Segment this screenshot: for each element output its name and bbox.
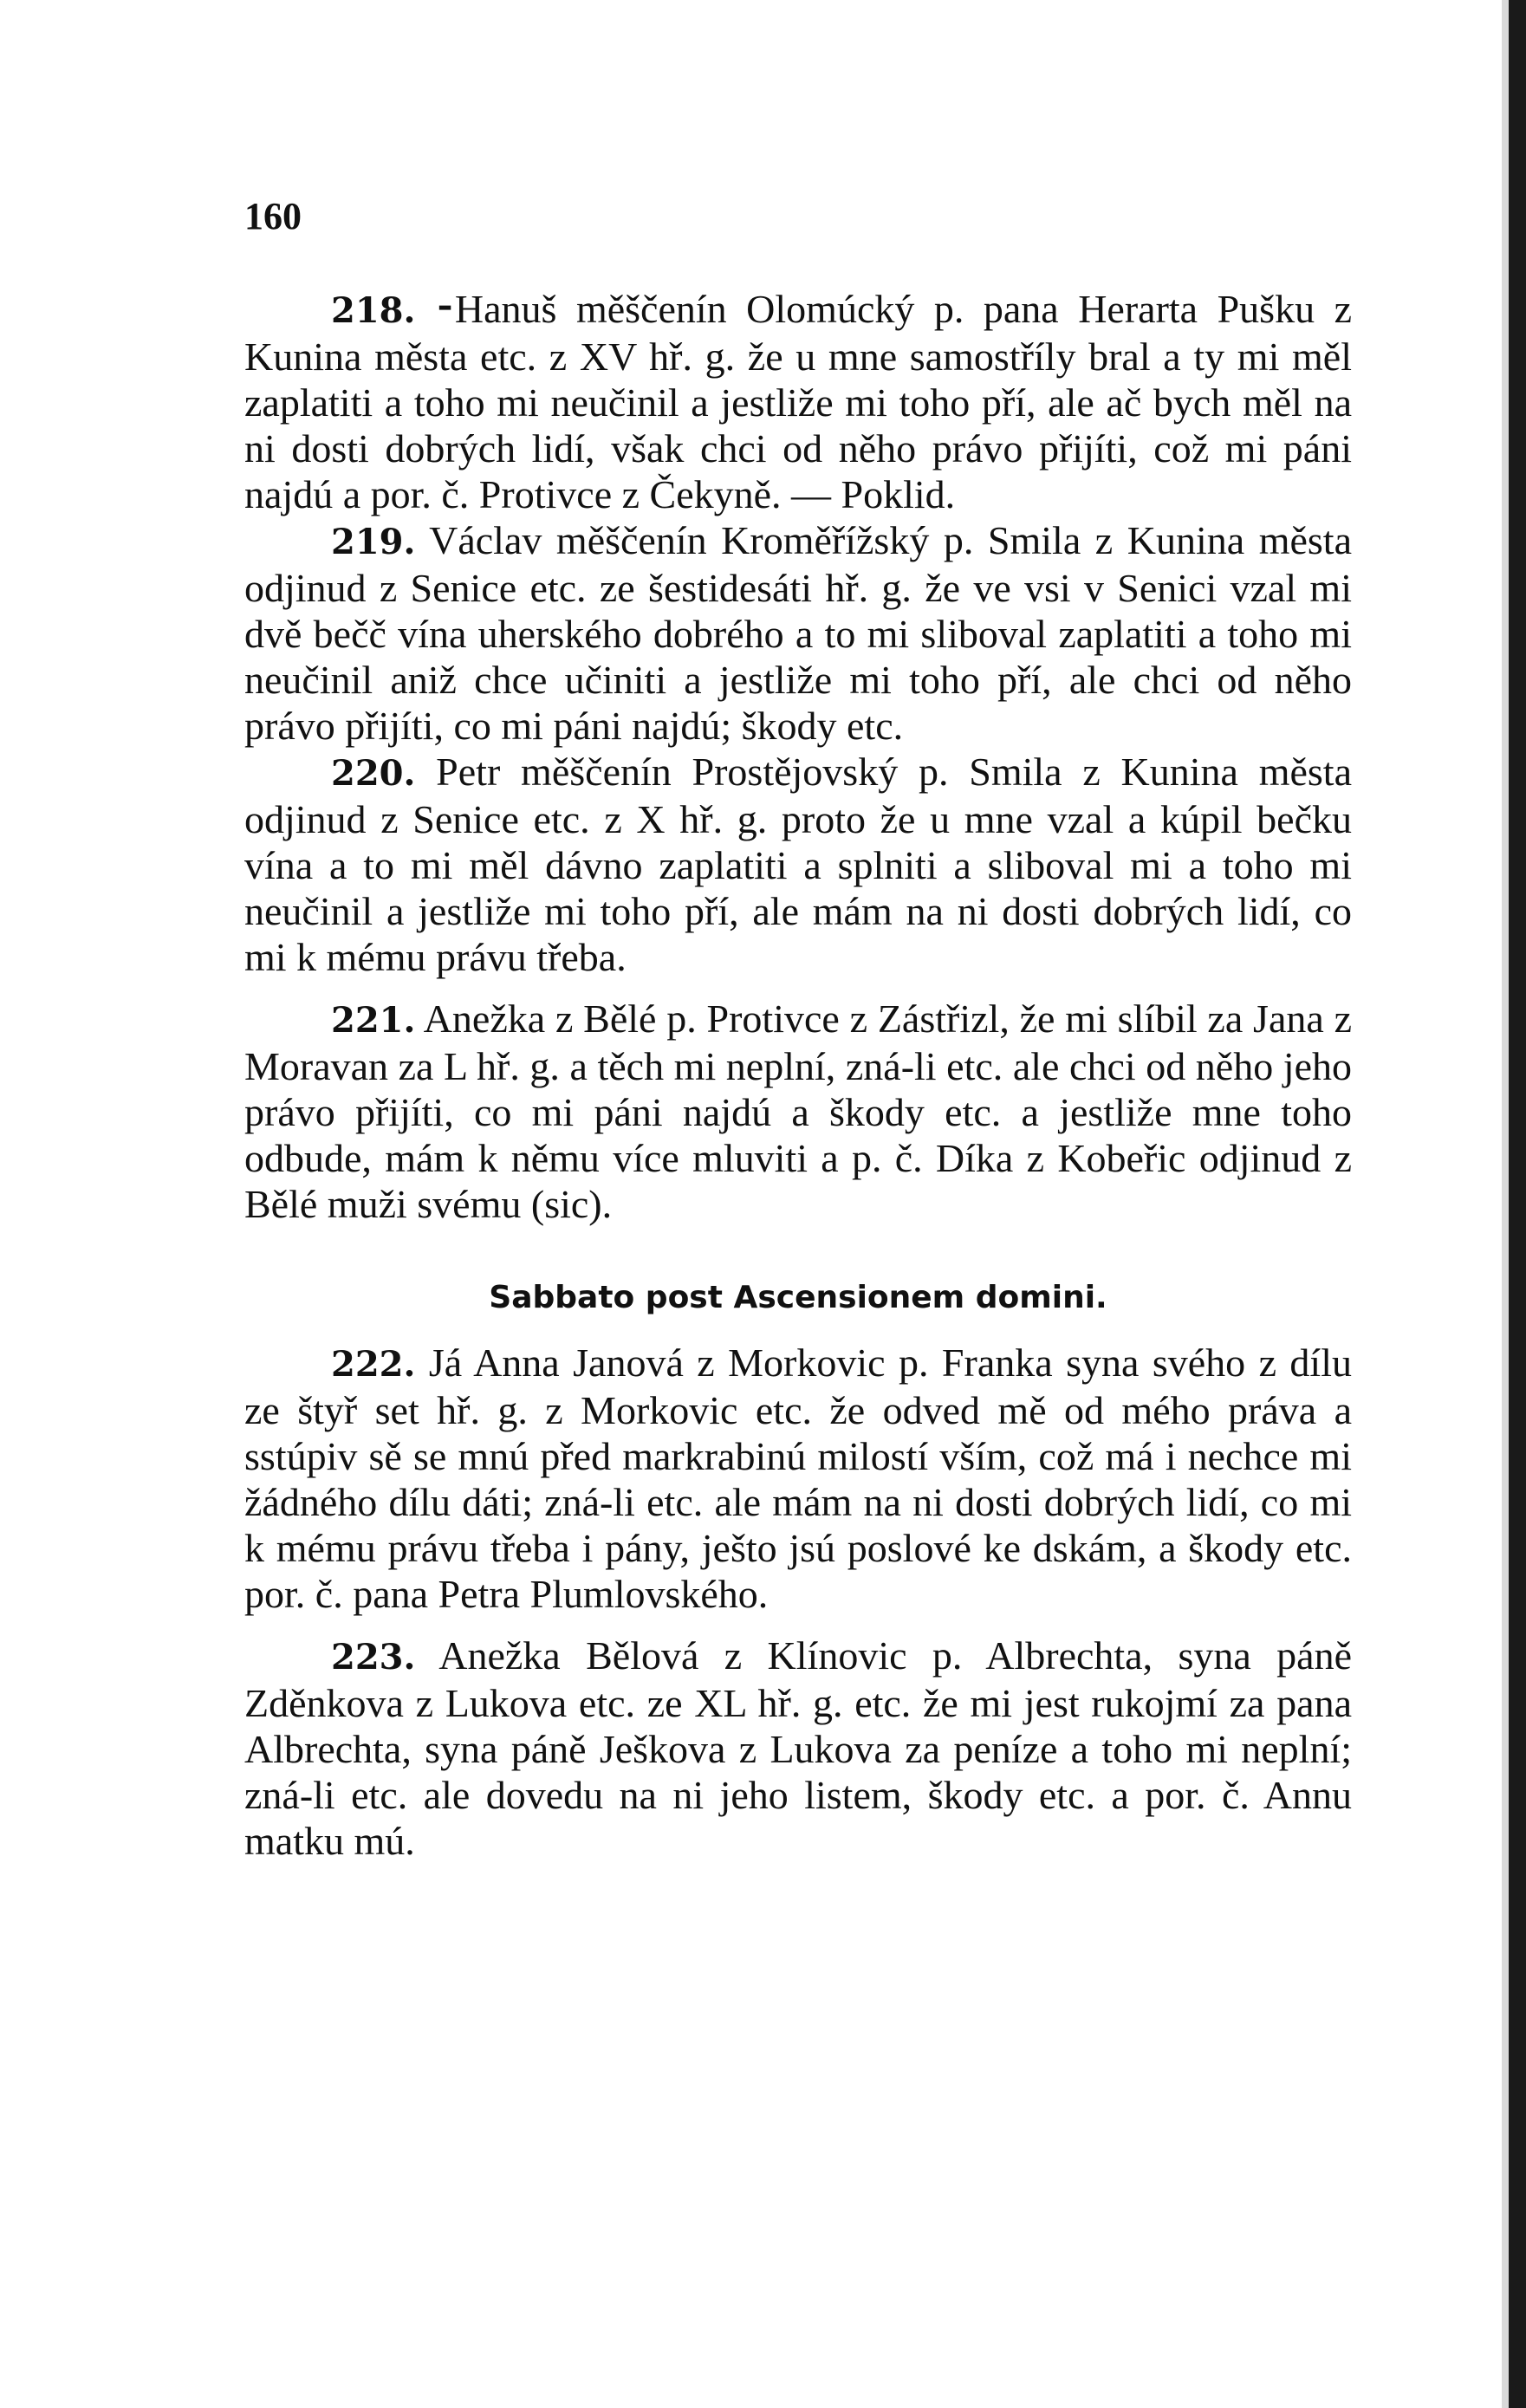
entry-text: Václav měščenín Kroměřížský p. Smila z Kunina města odjinud z Senice etc. ze šestidesáti hř. g. že ve vsi v Senici vzal mi dvě bečč vína uherského dobrého a to mi sliboval zaplatiti a toho mi neučinil aniž chce učiniti a jestliže mi toho pří, ale chci od něho právo přijíti, co mi páni najdú; škody etc. <box>244 518 1352 748</box>
section-gap <box>244 1227 1352 1272</box>
entry-number: 220. <box>331 753 416 794</box>
entry-text: Anežka z Bělé p. Protivce z Zástřizl, že mi slíbil za Jana z Moravan za L hř. g. a těch mi neplní, zná-li etc. ale chci od něho jeho právo přijíti, co mi páni najdú a škody etc. a jestliže mne toho odbude, mám k němu více mluviti a p. č. Díka z Kobeřic odjinud z Bělé muži svému (sic). <box>244 996 1352 1226</box>
entry-text: ⁃Hanuš měščenín Olomúcký p. pana Herarta Pušku z Kunina města etc. z XV hř. g. že u mne samostříly bral a ty mi měl zaplatiti a toho mi neučinil a jestliže mi toho pří, ale ač bych měl na ni dosti dobrých lidí, však chci od něho právo přijíti, což mi páni najdú a por. č. Protivce z Čekyně. — Poklid. <box>244 287 1352 516</box>
entry-text: Petr měščenín Prostějovský p. Smila z Kunina města odjinud z Senice etc. z X hř. g. proto že u mne vzal a kúpil bečku vína a to mi měl dávno zaplatiti a splniti a sliboval mi a toho mi neučinil a jestliže mi toho pří, ale mám na ni dosti dobrých lidí, co mi k mému právu třeba. <box>244 750 1352 979</box>
entry-text: Anežka Bělová z Klínovic p. Albrechta, syna páně Zděnkova z Lukova etc. ze XL hř. g. etc. že mi jest rukojmí za pana Albrechta, syna páně Ješkova z Lukova za peníze a toho mi neplní; zná-li etc. ale dovedu na ni jeho listem, škody etc. a por. č. Annu matku mú. <box>244 1633 1352 1863</box>
entry-text: Já Anna Janová z Morkovic p. Franka syna svého z dílu ze štyř set hř. g. z Morkovic etc. že odved mě od mého práva a sstúpiv sě se mnú před markrabinú milostí vším, což má i nechce mi žádného dílu dáti; zná-li etc. ale mám na ni dosti dobrých lidí, co mi k mému právu třeba i pány, ješto jsú poslové ke dskám, a škody etc. por. č. pana Petra Plumlovského. <box>244 1340 1352 1616</box>
entry-222 <box>244 1340 1352 1617</box>
page-number: 160 <box>244 195 302 237</box>
entry-223 <box>244 1632 1352 1864</box>
entry-221 <box>244 996 1352 1227</box>
entry-218 <box>244 286 1352 517</box>
entry-number: 223. <box>331 1637 416 1678</box>
entry-number: 218. <box>331 290 416 331</box>
entry-219 <box>244 517 1352 749</box>
section-heading: Sabbato post Ascensionem domini. <box>489 1280 1107 1315</box>
entry-220 <box>244 749 1352 980</box>
page-edge-shadow <box>1502 0 1509 2408</box>
entry-number: 221. <box>331 1000 416 1041</box>
scan-border <box>1509 0 1526 2408</box>
book-page <box>244 191 1352 1864</box>
entry-number: 222. <box>331 1344 416 1385</box>
entry-number: 219. <box>331 522 416 562</box>
